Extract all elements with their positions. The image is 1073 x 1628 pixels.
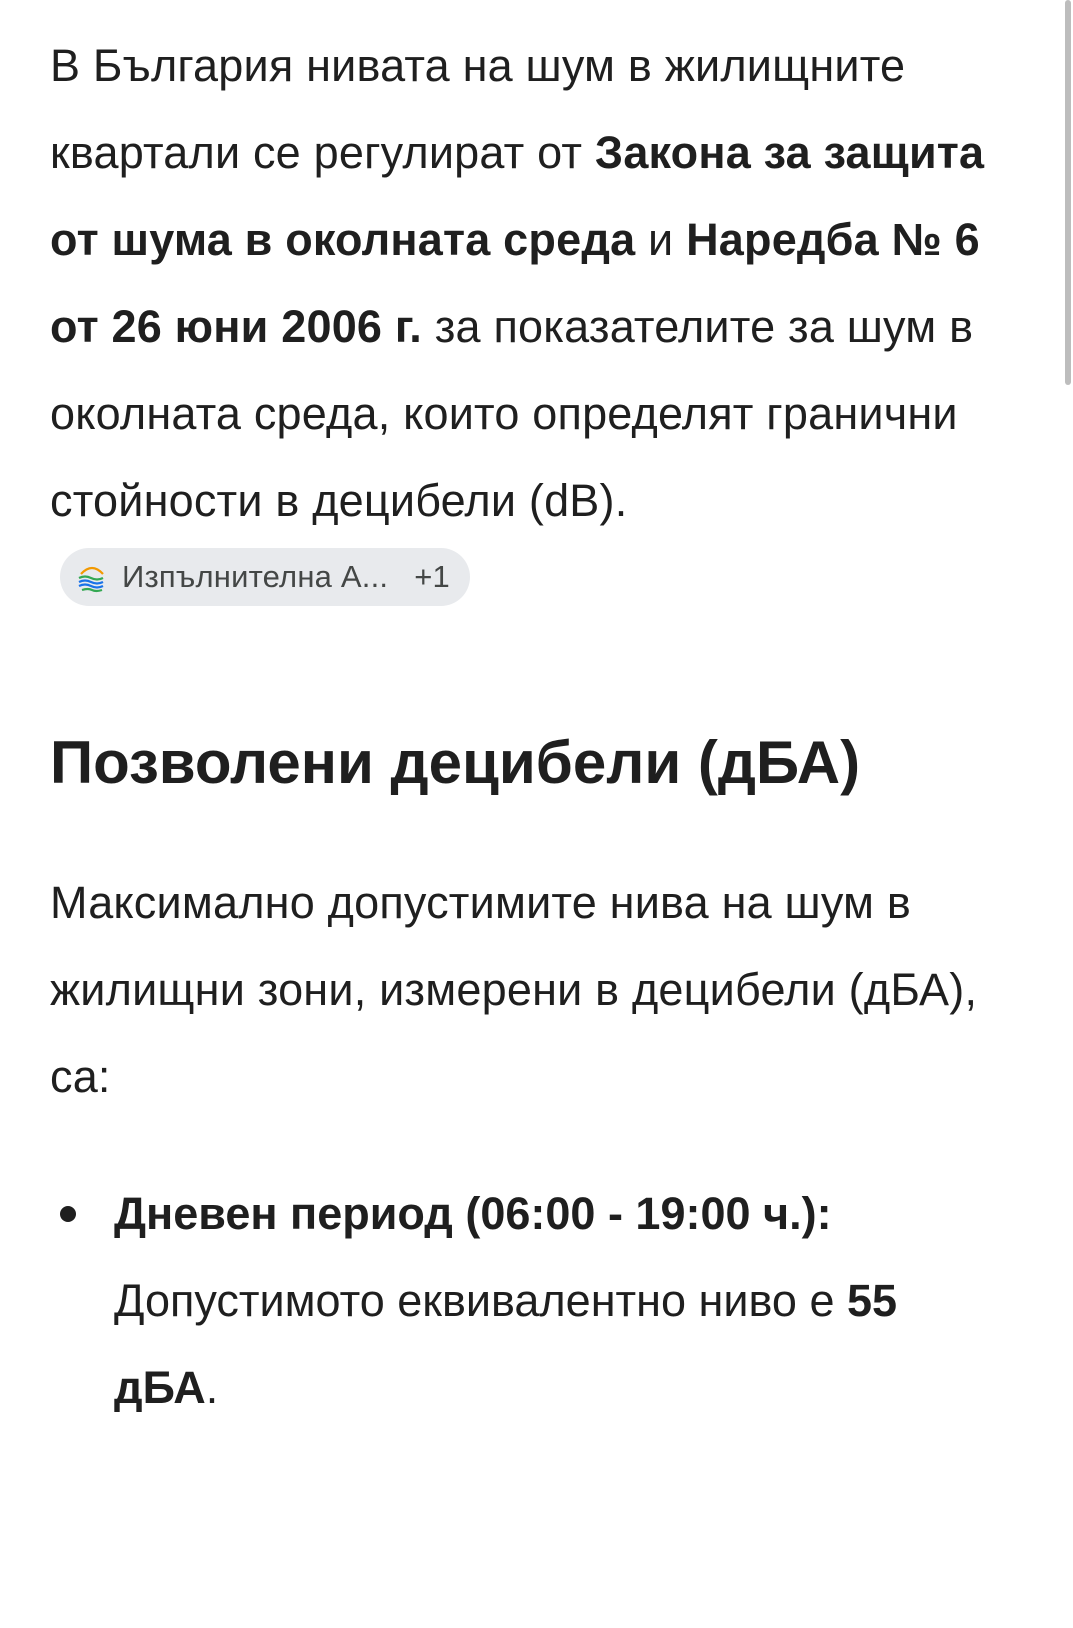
list-item-text: Допустимото еквивалентно ниво е bbox=[114, 1275, 847, 1326]
noise-limits-list bbox=[50, 1170, 1010, 1431]
intro-text-3: за показателите за шум в околната среда, които определят гранични стойности в децибели (dB). bbox=[50, 301, 974, 526]
law-name: Закона за защита от шума в околната среда bbox=[50, 127, 985, 265]
list-item-value: 55 дБА bbox=[114, 1275, 898, 1413]
source-chip-label: Изпълнителна А... bbox=[122, 559, 389, 594]
scrollbar[interactable] bbox=[1065, 0, 1071, 385]
ordinance-name: Наредба № 6 от 26 юни 2006 г. bbox=[50, 214, 980, 352]
section-paragraph: Максимално допустимите нива на шум в жилищни зони, измерени в децибели (дБА), са: bbox=[50, 877, 978, 1102]
bullet-icon bbox=[60, 1206, 76, 1222]
source-chip[interactable] bbox=[60, 548, 470, 606]
section-heading: Позволени децибели (дБА) bbox=[50, 729, 861, 796]
intro-text-2: и bbox=[635, 214, 687, 265]
list-item-tail: . bbox=[205, 1362, 219, 1413]
agency-logo-icon bbox=[74, 559, 110, 595]
list-item bbox=[50, 1170, 1010, 1431]
intro-text-1: В България нивата на шум в жилищните квартали се регулират от bbox=[50, 40, 906, 178]
intro-paragraph bbox=[50, 22, 1010, 631]
source-chip-count: +1 bbox=[414, 559, 450, 594]
answer-content bbox=[50, 22, 1010, 1431]
list-item-period: Дневен период (06:00 - 19:00 ч.): bbox=[114, 1188, 832, 1239]
